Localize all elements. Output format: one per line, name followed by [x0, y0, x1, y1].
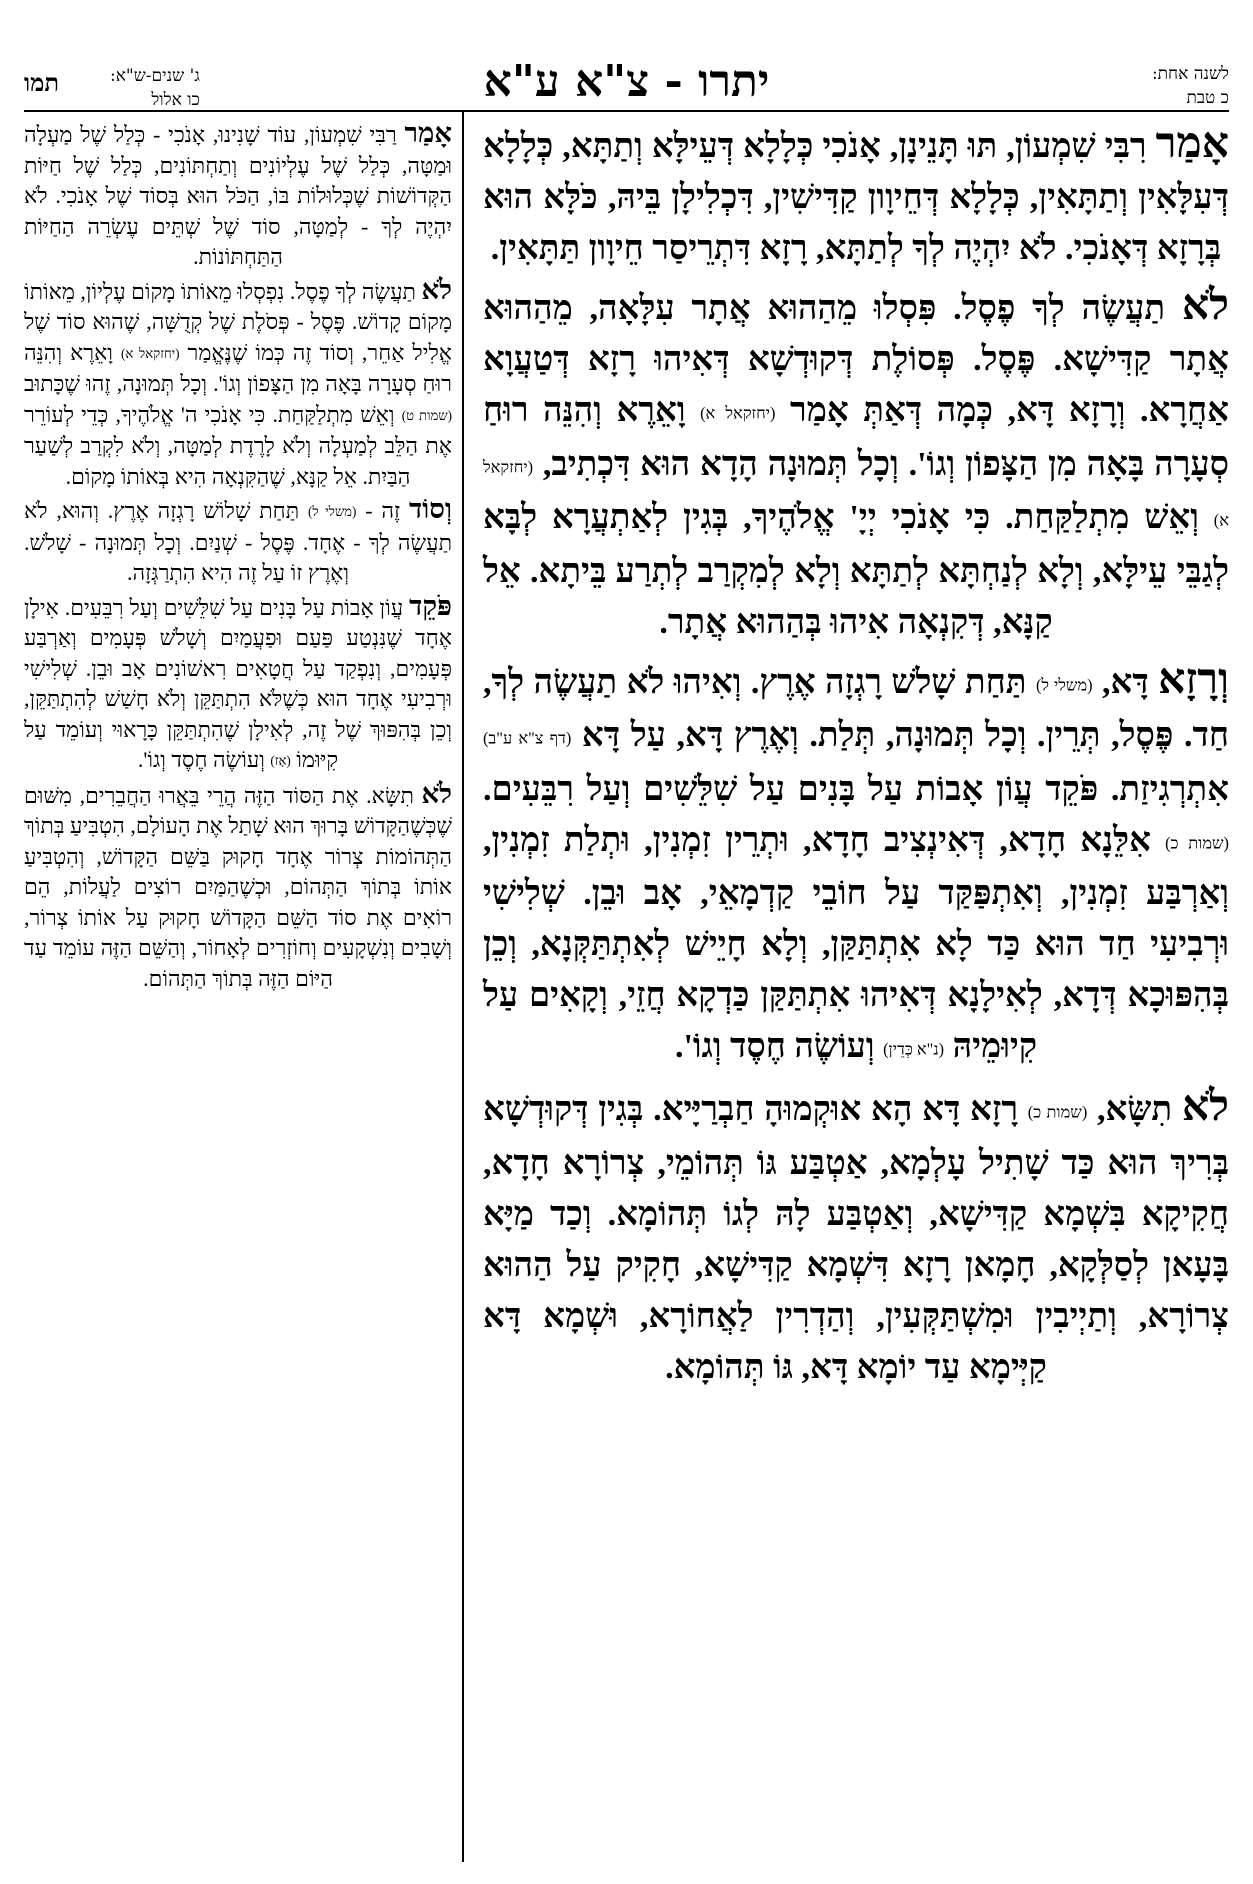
header-left-text	[110, 64, 200, 112]
paragraph-text: תִשָּׂא. אֶת הַסּוֹד הַזֶּה הֲרֵי בֵּאֲרוּ הַחֲבֵרִים, מִשּׁוּם שֶׁכְּשֶׁהַקָּדוֹשׁ בָּרוּךְ הוּא שָׁתַל אֶת הָעוֹלָם, הִטְבִּיעַ בְּתוֹךְ הַתְּהוֹמוֹת צְרוֹר אֶחָד חָקוּק בַּשֵּׁם הַקָּדוֹשׁ, וְהִטְבִּיעַ אוֹתוֹ בְּתוֹךְ הַתְּהוֹם, וּכְשֶׁהַמַּיִם רוֹצִים לַעֲלוֹת, הֵם רוֹאִים אֶת סוֹד הַשֵּׁם הַקָּדוֹשׁ חָקוּק עַל אוֹתוֹ צְרוֹר, וְשָׁבִים וְנִשְׁקָעִים וְחוֹזְרִים לְאָחוֹר, וְהַשֵּׁם הַזֶּה עוֹמֵד עַד הַיּוֹם הַזֶּה בְּתוֹךְ הַתְּהוֹם.	[24, 782, 452, 991]
paragraph-text: רָזָא דָּא הָא אוּקְמוּהָ חַבְרַיָּיא. בְּגִין דְּקוּדְשָׁא בְּרִיךְ הוּא כַּד שָׁתִיל עָלְמָא, אַטְבַּע גּוֹ תְּהוֹמֵי, צְרוֹרָא חָדָא, חֲקִיקָא בִּשְׁמָא קַדִּישָׁא, וְאַטְבַּע לָהּ לְגוֹ תְּהוֹמָא. וְכַד מַיָּא בָּעָאן לְסַלְּקָא, חָמָאן רָזָא דִּשְׁמָא קַדִּישָׁא, חָקִיק עַל הַהוּא צְרוֹרָא, וְתַיְיבִין וּמִשְׁתַּקְּעִין, וְהַדְרִין לַאֲחוֹרָא, וּשְׁמָא דָּא קַיְּימָא עַד יוֹמָא דָּא, גּוֹ תְּהוֹמָא.	[483, 1090, 1229, 1386]
paragraph-opening-word: לֹא	[421, 273, 452, 305]
paragraph-opening-word: אָמַר	[1155, 120, 1229, 167]
paragraph-text: אִתְרְגִיזַת. פֹּקֵד עֲוֹן אָבוֹת עַל בָּנִים עַל שִׁלֵּשִׁים וְעַל רִבֵּעִים.	[483, 770, 1229, 808]
source-reference: (יחזקאל א)	[700, 403, 776, 423]
source-reference: (אָז)	[270, 753, 291, 769]
paragraph-text: וָאֵרֶא וְהִנֵּה רוּחַ סְעָרָה בָּאָה מִן הַצָּפוֹן וְגוֹ'. וְכָל תְּמוּנָה הָדָא הוּא דִּכְתִיב,	[483, 392, 1229, 483]
paragraph	[24, 275, 452, 493]
page-number: תמו	[24, 68, 60, 97]
header-left-info	[24, 64, 444, 116]
paragraph-opening-word: לֹא	[421, 777, 452, 809]
source-reference: (נ"א כְּדֵין)	[883, 1039, 945, 1059]
paragraph-text: וְעוֹשֶׂה חֶסֶד וְגוֹ'.	[137, 747, 271, 773]
source-reference: (שמות ט)	[401, 407, 452, 423]
paragraph	[483, 280, 1229, 648]
source-reference: (שמות כ)	[1027, 1102, 1088, 1122]
header-left-line1: ג' שנים-ש"א:	[110, 66, 200, 86]
paragraph	[24, 591, 452, 777]
paragraph-opening-word: אָמַר	[404, 117, 452, 148]
source-reference: (יחזקאל א)	[120, 345, 180, 361]
source-reference: (משלי ל)	[307, 504, 357, 520]
paragraph	[24, 779, 452, 995]
paragraph-text: תַּחַת שָׁלוֹשׁ רָגְזָה אֶרֶץ. וְהוּא, לֹא תַעֲשֶׂה לְךָ - אֶחָד. פֶּסֶל - שְׁנַיִם. וְכָל תְּמוּנָה - שָׁלֹשׁ. וְאֶרֶץ זוֹ עַל זֶה הִיא הִתְרַגְּזָה.	[24, 498, 452, 586]
source-reference: (משלי ל)	[1035, 675, 1093, 695]
paragraph-opening-word: לֹא	[1181, 1082, 1230, 1130]
source-reference: (יחזקאל א)	[483, 457, 1229, 530]
source-reference: (דף צ"א ע"ב)	[483, 728, 572, 748]
paragraph-text: רִבִּי שִׁמְעוֹן, תּוּ תָּנֵינָן, אָנֹכִי כְּלָלָא דְּעֵילָּא וְתַתָּא, כְּלָלָא דְּעִלָּאִין וְתַתָּאִין, כְּלָלָא דְּחֵיוָון קַדִּישִׁין, דִּכְלִילָן בֵּיהּ, כֹּלָּא הוּא בְּרָזָא דְּאָנֹכִי. לֹא יִהְיֶה לְךָ לְתַתָּא, רָזָא דִּתְרֵיסַר חֵיוָון תַּתָּאִין.	[483, 128, 1229, 267]
paragraph-text: וָאֵרֶא וְהִנֵּה רוּחַ סְעָרָה בָּאָה מִן הַצָּפוֹן וְגוֹ'. וְכָל תְּמוּנָה, זֶהוּ שֶׁכָּתוּב	[24, 339, 452, 397]
page-title: יתרו - צ"א ע"א	[483, 56, 770, 107]
paragraph-text: תִשָּׂא,	[1087, 1090, 1182, 1128]
paragraph	[483, 1081, 1229, 1393]
paragraph-opening-word: וְרָזָא	[1158, 655, 1230, 703]
paragraph-opening-word: וְסוֹד	[409, 493, 452, 525]
paragraph-text: וְאֵשׁ מִתְלַקַּחַת. כִּי אָנֹכִי יְיָ' אֱלֹהֶיךָ, בְּגִין לְאַתְעֲרָא לְבָּא לְגַבֵּי עֵילָּא, וְלָא לְנַחְתָּא לְתַתָּא וְלָא לְמִקְרַב לְתְרַע בֵּיתָא. אֵל קַנָּא, דְּקִנְאָה אִיהוּ בְּהַהוּא אֲתָר.	[483, 499, 1229, 641]
paragraph-text: תַעֲשֶׂה לְךָ פֶסֶל. פִּסְלוּ מֵהַהוּא אֲתָר עִלָּאָה, מֵהַהוּא אֲתָר קַדִּישָׁא. פֶּסֶל. פְּסוֹלֶת דְּקוּדְשָׁא דְּאִיהוּ רָזָא דְּטַעֲוָא אַחֲרָא. וְרָזָא דָּא, כְּמָה דְּאַתְּ אָמַר	[483, 290, 1229, 429]
column-divider	[462, 112, 464, 1862]
paragraph	[483, 118, 1229, 274]
paragraph-text: עֲוֹן אָבוֹת עַל בָּנִים עַל שִׁלֵּשִׁים וְעַל רִבֵּעִים. אִילָן אֶחָד שֶׁנִּנְטַע פַּעַם וּפַעֲמַיִם וְשָׁלֹשׁ פְּעָמִים וְאַרְבַּע פְּעָמִים, וְנִפְקַד עַל חֲטָאִים רִאשׁוֹנִים אָב וּבֵן. שְׁלִישִׁי וּרְבִיעִי אֶחָד הוּא כְּשֶׁלֹּא הִתְתַּקֵּן וְלֹא חָשַׁשׁ לְהִתְתַּקֵּן, וְכֵן בְּהִפּוּךְ שֶׁל זֶה, לְאִילָן שֶׁהִתְתַּקֵּן כָּרָאוּי וְעוֹמֵד עַל קִיּוּמוֹ	[24, 594, 452, 773]
header-right-line2: כ טבת	[1186, 88, 1229, 108]
header-right-line1: לשנה אחת:	[1151, 64, 1229, 84]
paragraph-opening-word: לֹא	[1181, 282, 1229, 329]
source-reference: (שמות כ)	[1165, 833, 1229, 853]
paragraph-text: וְאֵשׁ מִתְלַקַּחַת. כִּי אָנֹכִי ה' אֱלֹהֶיךָ, כְּדֵי לְעוֹרֵר אֶת הַלֵּב לְמַעְלָה וְלֹא לָרֶדֶת לְמַטָּה, וְלֹא לִקְרַב לְשַׁעַר הַבַּיִת. אֵל קַנָּא, שֶׁהַקִּנְאָה הִיא בְּאוֹתוֹ מָקוֹם.	[24, 401, 452, 489]
paragraph-text: דָּא,	[1092, 663, 1159, 701]
paragraph-text: תַעֲשֶׂה לְךָ פֶסֶל. נִפְסְלוּ מֵאוֹתוֹ מָקוֹם עֶלְיוֹן, מֵאוֹתוֹ מָקוֹם קָדוֹשׁ. פֶּסֶל - פְּסֹלֶת שֶׁל קְדֻשָּׁה, שֶׁהוּא סוֹד שֶׁל אֱלִיל אַחֵר, וְסוֹד זֶה כְּמוֹ שֶׁנֶּאֱמַר	[24, 278, 452, 365]
paragraph	[24, 494, 452, 589]
main-column-aramaic	[483, 118, 1229, 1399]
paragraph	[483, 654, 1229, 1075]
paragraph-text: וְעוֹשֶׂה חֶסֶד וְגוֹ'.	[674, 1028, 884, 1066]
paragraph-text: אִלֵּנָא חָדָא, דְּאִינְצִיב חָדָא, וּתְרֵין זִמְנִין, וּתְלַת זִמְנִין, וְאַרְבַּע זִמְנִין, וְאִתְפַּקַּד עַל חוֹבֵי קַדְמָאֵי, אָב וּבֵן. שְׁלִישִׁי וּרְבִיעִי חַד הוּא כַּד לָא אִתְתַּקַּן, וְלָא חָיֵישׁ לְאִתְתַּקְּנָא, וְכֵן בְּהִפּוּכָא דְּדָא, לְאִילָנָא דְּאִיהוּ אִתְתַּקַּן כַּדְקָא חֲזֵי, וְקָאִים עַל קִיוּמֵיהּ	[483, 821, 1229, 1066]
side-column-hebrew	[24, 118, 452, 996]
paragraph-text: זֶה -	[356, 498, 410, 524]
header-left-line2: כו אלול	[151, 90, 200, 110]
page-header	[24, 30, 1229, 110]
header-divider	[24, 110, 1229, 112]
paragraph-text: תַּחַת שָׁלשׁ רָגְזָה אֶרֶץ. וְאִיהוּ לֹא תַעֲשֶׂה לְךָ, חַד. פֶּסֶל, תְּרֵין. וְכָל תְּמוּנָה, תְּלַת. וְאֶרֶץ דָּא, עַל דָּא	[483, 663, 1229, 755]
paragraph	[24, 118, 452, 273]
paragraph-opening-word: פֹּקֵד	[409, 589, 452, 621]
paragraph-text: רַבִּי שִׁמְעוֹן, עוֹד שָׁנִינוּ, אָנֹכִי - כְּלַל שֶׁל מַעְלָה וּמַטָּה, כְּלַל שֶׁל עֶלְיוֹנִים וְתַחְתּוֹנִים, כְּלַל שֶׁל חַיּוֹת הַקְּדוֹשׁוֹת שֶׁכְּלוּלוֹת בּוֹ, הַכֹּל הוּא בְּסוֹד שֶׁל אָנֹכִי. לֹא יִהְיֶה לְךָ - לְמַטָּה, סוֹד שֶׁל שְׁתֵּים עֶשְׂרֵה הַחַיּוֹת הַתַּחְתּוֹנוֹת.	[24, 122, 452, 269]
